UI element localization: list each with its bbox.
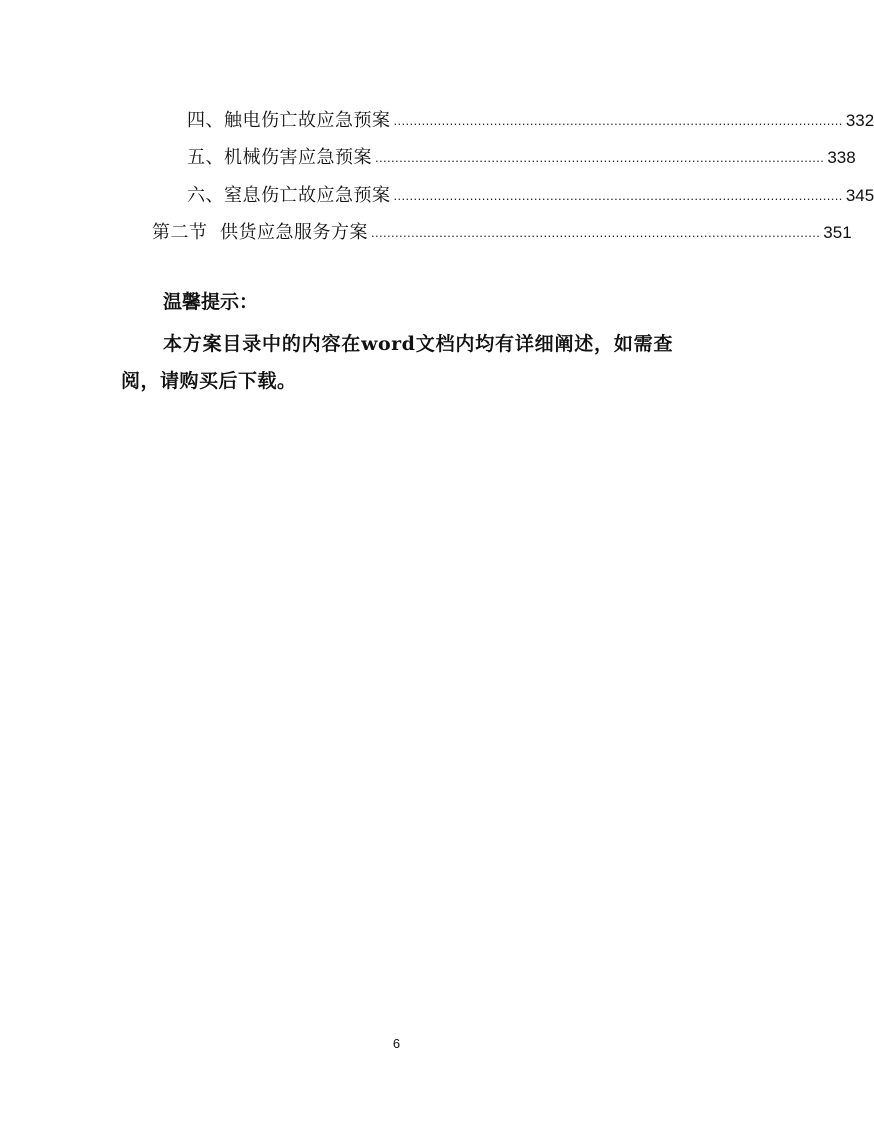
toc-entry[interactable] xyxy=(187,105,874,133)
tip-body: 本方案目录中的内容在word文档内均有详细阐述，如需查阅，请购买后下载。 xyxy=(121,333,673,392)
toc-entry-page: 332 xyxy=(845,111,874,130)
toc-entry-title: 六、窒息伤亡故应急预案 xyxy=(187,185,391,206)
toc-entry[interactable] xyxy=(152,217,852,245)
toc-entry[interactable] xyxy=(187,142,856,170)
page-number: 6 xyxy=(392,1036,401,1051)
toc-leader-dots: ................................................................................................................ xyxy=(375,150,825,165)
toc-leader-dots: ................................................................................................................ xyxy=(393,188,843,203)
toc-entry[interactable] xyxy=(187,180,874,208)
toc-entry-page: 345 xyxy=(845,186,874,205)
toc-leader-dots: ................................................................................................................ xyxy=(370,225,821,240)
toc-leader-dots: ................................................................................................................ xyxy=(393,113,843,128)
toc-entry-title: 第二节 供货应急服务方案 xyxy=(152,222,368,243)
toc-entry-title: 四、触电伤亡故应急预案 xyxy=(187,110,391,131)
tip-heading: 温馨提示： xyxy=(163,291,259,313)
toc-entry-title: 五、机械伤害应急预案 xyxy=(187,147,372,168)
toc-entry-page: 351 xyxy=(823,223,852,242)
toc-entry-page: 338 xyxy=(827,148,856,167)
